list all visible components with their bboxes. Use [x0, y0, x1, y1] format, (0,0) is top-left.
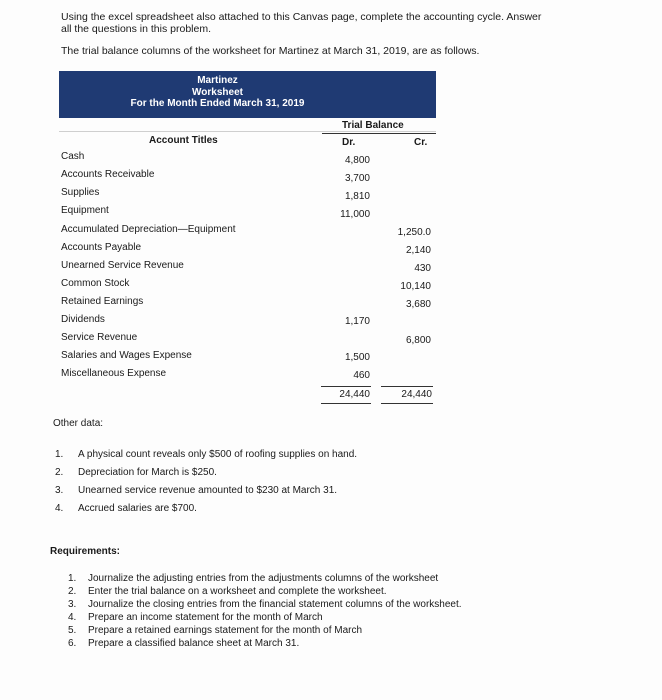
account-title: Service Revenue	[61, 332, 138, 343]
intro-line-2: all the questions in this problem.	[61, 23, 211, 35]
debit-value: 1,810	[344, 191, 370, 202]
debit-value: 4,800	[344, 155, 370, 166]
debit-value: 1,500	[344, 352, 370, 363]
credit-value: 1,250.0	[397, 227, 431, 238]
debit-value: 3,700	[344, 173, 370, 184]
list-item-number: 2.	[68, 586, 77, 597]
list-item-number: 3.	[68, 599, 77, 610]
trial-balance-underline	[322, 133, 436, 134]
worksheet-title: Worksheet	[192, 86, 243, 98]
dr-label: Dr.	[342, 137, 356, 148]
list-item: Prepare a retained earnings statement for the month of March	[88, 625, 363, 636]
credit-value: 2,140	[405, 245, 431, 256]
debit-total-underline	[321, 403, 371, 404]
list-item-number: 1.	[55, 449, 64, 460]
company-name: Martinez	[197, 75, 238, 86]
account-title: Salaries and Wages Expense	[61, 350, 192, 361]
list-item-number: 4.	[68, 612, 77, 623]
list-item: Enter the trial balance on a worksheet and complete the worksheet.	[88, 586, 387, 597]
list-item: Unearned service revenue amounted to $230 at March 31.	[78, 485, 338, 496]
account-title: Cash	[61, 151, 85, 162]
account-title: Miscellaneous Expense	[61, 368, 167, 379]
intro-line-3: The trial balance columns of the worksheet for Martinez at March 31, 2019, are as follows.	[61, 45, 480, 57]
account-title: Retained Earnings	[61, 296, 144, 307]
account-title: Dividends	[61, 314, 105, 325]
credit-value: 3,680	[405, 299, 431, 310]
list-item-number: 3.	[55, 485, 64, 496]
list-item-number: 1.	[68, 573, 77, 584]
list-item-number: 6.	[68, 638, 77, 649]
credit-value: 430	[414, 263, 431, 274]
list-item: Journalize the adjusting entries from the adjustments columns of the worksheet	[88, 573, 439, 584]
trial-balance-label: Trial Balance	[342, 120, 404, 131]
list-item: A physical count reveals only $500 of roofing supplies on hand.	[78, 449, 358, 460]
debit-total-rule	[321, 386, 371, 387]
account-title: Accounts Receivable	[61, 169, 155, 180]
credit-value: 10,140	[400, 281, 431, 292]
debit-value: 11,000	[340, 209, 370, 220]
cr-label: Cr.	[414, 137, 428, 148]
credit-total-underline	[381, 403, 433, 404]
account-title: Common Stock	[61, 278, 130, 289]
list-item: Accrued salaries are $700.	[78, 503, 197, 514]
list-item: Prepare a classified balance sheet at March 31.	[88, 638, 300, 649]
debit-value: 460	[353, 370, 370, 381]
account-title: Unearned Service Revenue	[61, 260, 184, 271]
debit-total: 24,440	[339, 389, 370, 400]
worksheet-period: For the Month Ended March 31, 2019	[130, 98, 305, 109]
header-separator	[59, 131, 436, 132]
list-item: Journalize the closing entries from the financial statement columns of the worksheet.	[88, 599, 462, 610]
debit-value: 1,170	[344, 316, 370, 327]
requirements-heading: Requirements:	[50, 546, 121, 557]
list-item-number: 5.	[68, 625, 77, 636]
other-data-heading: Other data:	[53, 418, 104, 429]
list-item-number: 2.	[55, 467, 64, 478]
account-title: Supplies	[61, 187, 100, 198]
account-title: Accumulated Depreciation—Equipment	[61, 224, 236, 235]
list-item: Prepare an income statement for the month of March	[88, 612, 323, 623]
intro-line-1: Using the excel spreadsheet also attached to this Canvas page, complete the accounting cycle. Answer	[61, 11, 542, 23]
account-title: Accounts Payable	[61, 242, 142, 253]
account-titles-label: Account Titles	[149, 135, 218, 146]
list-item: Depreciation for March is $250.	[78, 467, 217, 478]
list-item-number: 4.	[55, 503, 64, 514]
credit-total-rule	[381, 386, 433, 387]
account-title: Equipment	[61, 205, 109, 216]
credit-value: 6,800	[405, 335, 431, 346]
credit-total: 24,440	[401, 389, 432, 400]
worksheet-header	[59, 71, 436, 118]
